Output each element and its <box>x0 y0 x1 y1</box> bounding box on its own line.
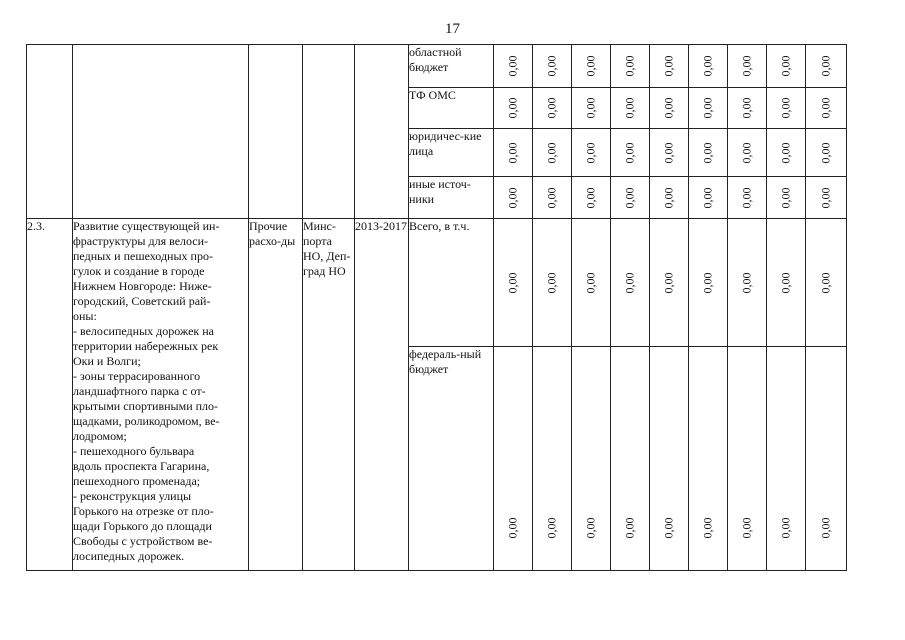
value-cell: 0,00 <box>689 88 728 129</box>
value-cell: 0,00 <box>689 347 728 571</box>
value-cell: 0,00 <box>728 177 767 219</box>
value-cell: 0,00 <box>728 45 767 88</box>
value-cell: 0,00 <box>728 129 767 177</box>
value-cell: 0,00 <box>650 129 689 177</box>
description-line: ландшафтного парка с от- <box>73 384 206 398</box>
value-cell: 0,00 <box>572 45 611 88</box>
value-cell: 0,00 <box>767 88 806 129</box>
value-cell: 0,00 <box>650 88 689 129</box>
value-cell: 0,00 <box>533 177 572 219</box>
funding-source-cell: иные источ-ники <box>409 177 494 219</box>
value-cell: 0,00 <box>533 347 572 571</box>
value-cell: 0,00 <box>689 129 728 177</box>
value-cell: 0,00 <box>494 45 533 88</box>
description-line: Нижнем Новгороде: Ниже- <box>73 279 212 293</box>
value-cell: 0,00 <box>689 219 728 347</box>
item-period: 2013-2017 <box>355 219 409 571</box>
value-cell: 0,00 <box>494 129 533 177</box>
description-line: городский, Советский рай- <box>73 294 211 308</box>
description-line: фраструктуры для велоси- <box>73 234 209 248</box>
value-cell: 0,00 <box>728 88 767 129</box>
value-cell: 0,00 <box>572 347 611 571</box>
description-line: крытыми спортивными пло- <box>73 399 219 413</box>
table-row <box>27 45 847 88</box>
value-cell: 0,00 <box>494 88 533 129</box>
description-line: гулок и создание в городе <box>73 264 205 278</box>
value-cell: 0,00 <box>611 129 650 177</box>
value-cell: 0,00 <box>650 347 689 571</box>
item-description <box>73 219 249 571</box>
description-line: щади Горького до площади <box>73 519 212 533</box>
description-line: Свободы с устройством ве- <box>73 534 213 548</box>
description-line: оны: <box>73 309 97 323</box>
value-cell: 0,00 <box>572 88 611 129</box>
value-cell: 0,00 <box>533 45 572 88</box>
value-cell: 0,00 <box>533 88 572 129</box>
description-line: лосипедных дорожек. <box>73 549 185 563</box>
value-cell: 0,00 <box>494 347 533 571</box>
empty-period-cell <box>355 45 409 219</box>
empty-description-cell <box>73 45 249 219</box>
value-cell: 0,00 <box>572 129 611 177</box>
value-cell: 0,00 <box>806 177 847 219</box>
description-line: Развитие существующей ин- <box>73 219 220 233</box>
empty-number-cell <box>27 45 73 219</box>
value-cell: 0,00 <box>728 347 767 571</box>
empty-category-cell <box>249 45 303 219</box>
value-cell: 0,00 <box>767 219 806 347</box>
description-line: щадками, роликодромом, ве- <box>73 414 220 428</box>
value-cell: 0,00 <box>650 45 689 88</box>
description-line: Горького на отрезке от пло- <box>73 504 214 518</box>
value-cell: 0,00 <box>806 347 847 571</box>
item-executor: Минс-порта НО, Деп-град НО <box>303 219 355 571</box>
empty-executor-cell <box>303 45 355 219</box>
item-description-text <box>73 219 248 564</box>
value-cell: 0,00 <box>806 45 847 88</box>
value-cell: 0,00 <box>494 177 533 219</box>
description-line: - реконструкция улицы <box>73 489 192 503</box>
description-line: - велосипедных дорожек на <box>73 324 214 338</box>
value-cell: 0,00 <box>650 219 689 347</box>
value-cell: 0,00 <box>611 177 650 219</box>
funding-source-cell: ТФ ОМС <box>409 88 494 129</box>
value-cell: 0,00 <box>728 219 767 347</box>
funding-source-cell: Всего, в т.ч. <box>409 219 494 347</box>
value-cell: 0,00 <box>806 219 847 347</box>
description-line: пешеходного променада; <box>73 474 201 488</box>
description-line: педных и пешеходных про- <box>73 249 213 263</box>
value-cell: 0,00 <box>806 129 847 177</box>
value-cell: 0,00 <box>611 347 650 571</box>
description-line: лодромом; <box>73 429 127 443</box>
value-cell: 0,00 <box>572 177 611 219</box>
description-line: - зоны террасированного <box>73 369 201 383</box>
value-cell: 0,00 <box>689 45 728 88</box>
value-cell: 0,00 <box>611 88 650 129</box>
item-category: Прочие расхо-ды <box>249 219 303 571</box>
description-line: Оки и Волги; <box>73 354 141 368</box>
funding-source-cell: федераль-ный бюджет <box>409 347 494 571</box>
description-line: вдоль проспекта Гагарина, <box>73 459 210 473</box>
value-cell: 0,00 <box>572 219 611 347</box>
value-cell: 0,00 <box>767 177 806 219</box>
table-row <box>27 219 847 347</box>
page-number: 17 <box>445 21 460 37</box>
description-line: территории набережных рек <box>73 339 219 353</box>
funding-source-cell: областной бюджет <box>409 45 494 88</box>
value-cell: 0,00 <box>611 45 650 88</box>
budget-table <box>26 44 847 571</box>
value-cell: 0,00 <box>767 45 806 88</box>
value-cell: 0,00 <box>806 88 847 129</box>
value-cell: 0,00 <box>767 129 806 177</box>
value-cell: 0,00 <box>533 219 572 347</box>
value-cell: 0,00 <box>767 347 806 571</box>
value-cell: 0,00 <box>533 129 572 177</box>
value-cell: 0,00 <box>611 219 650 347</box>
funding-source-cell: юридичес-кие лица <box>409 129 494 177</box>
item-number: 2.3. <box>27 219 73 571</box>
description-line: - пешеходного бульвара <box>73 444 195 458</box>
value-cell: 0,00 <box>494 219 533 347</box>
value-cell: 0,00 <box>689 177 728 219</box>
value-cell: 0,00 <box>650 177 689 219</box>
